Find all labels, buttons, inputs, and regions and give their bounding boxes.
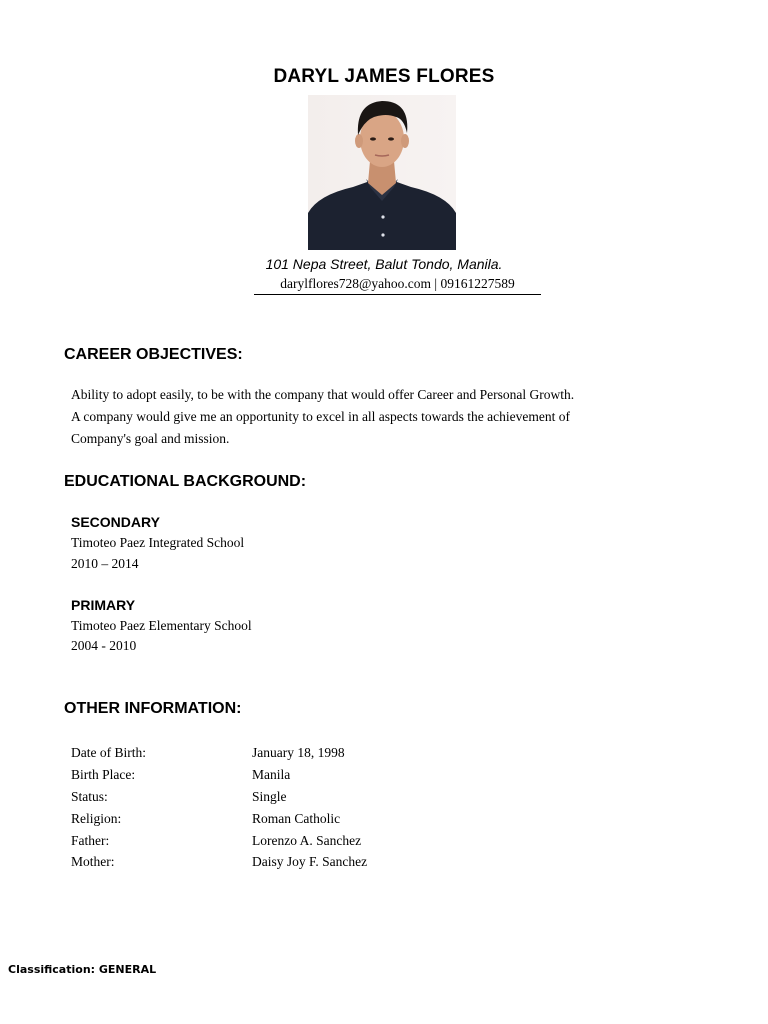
info-row-date-of-birth bbox=[71, 745, 471, 767]
secondary-years: 2010 – 2014 bbox=[71, 556, 139, 571]
career-objectives-heading: CAREER OBJECTIVES: bbox=[64, 346, 243, 363]
primary-school: Timoteo Paez Elementary School bbox=[71, 618, 252, 633]
info-value: January 18, 1998 bbox=[252, 745, 345, 760]
info-label: Date of Birth: bbox=[71, 745, 146, 760]
info-value: Roman Catholic bbox=[252, 811, 341, 826]
info-row-father bbox=[71, 833, 471, 855]
address: 101 Nepa Street, Balut Tondo, Manila. bbox=[265, 256, 503, 272]
secondary-school: Timoteo Paez Integrated School bbox=[71, 535, 245, 550]
info-row-birth-place bbox=[71, 767, 471, 789]
applicant-name: DARYL JAMES FLORES bbox=[273, 66, 495, 87]
career-objective-line-2: A company would give me an opportunity to excel in all aspects towards the achievement of bbox=[71, 409, 570, 424]
career-objective-line-3: Company's goal and mission. bbox=[71, 431, 230, 446]
profile-photo bbox=[308, 95, 456, 250]
primary-label: PRIMARY bbox=[71, 597, 136, 613]
info-label: Status: bbox=[71, 789, 108, 804]
info-label: Birth Place: bbox=[71, 767, 136, 782]
secondary-label: SECONDARY bbox=[71, 514, 160, 530]
info-value: Manila bbox=[252, 767, 291, 782]
info-row-mother bbox=[71, 854, 471, 876]
other-information-heading: OTHER INFORMATION: bbox=[64, 700, 242, 717]
info-label: Religion: bbox=[71, 811, 122, 826]
primary-years: 2004 - 2010 bbox=[71, 638, 137, 653]
info-label: Father: bbox=[71, 833, 110, 848]
info-value: Lorenzo A. Sanchez bbox=[252, 833, 362, 848]
educational-background-heading: EDUCATIONAL BACKGROUND: bbox=[64, 473, 307, 490]
info-value: Daisy Joy F. Sanchez bbox=[252, 854, 368, 869]
info-label: Mother: bbox=[71, 854, 115, 869]
info-row-religion bbox=[71, 811, 471, 833]
info-row-status bbox=[71, 789, 471, 811]
career-objective-line-1: Ability to adopt easily, to be with the company that would offer Career and Personal Growth. bbox=[71, 387, 575, 402]
classification-label: Classification: GENERAL bbox=[8, 963, 157, 976]
info-value: Single bbox=[252, 789, 287, 804]
contact-info: darylflores728@yahoo.com | 09161227589 bbox=[254, 276, 541, 295]
